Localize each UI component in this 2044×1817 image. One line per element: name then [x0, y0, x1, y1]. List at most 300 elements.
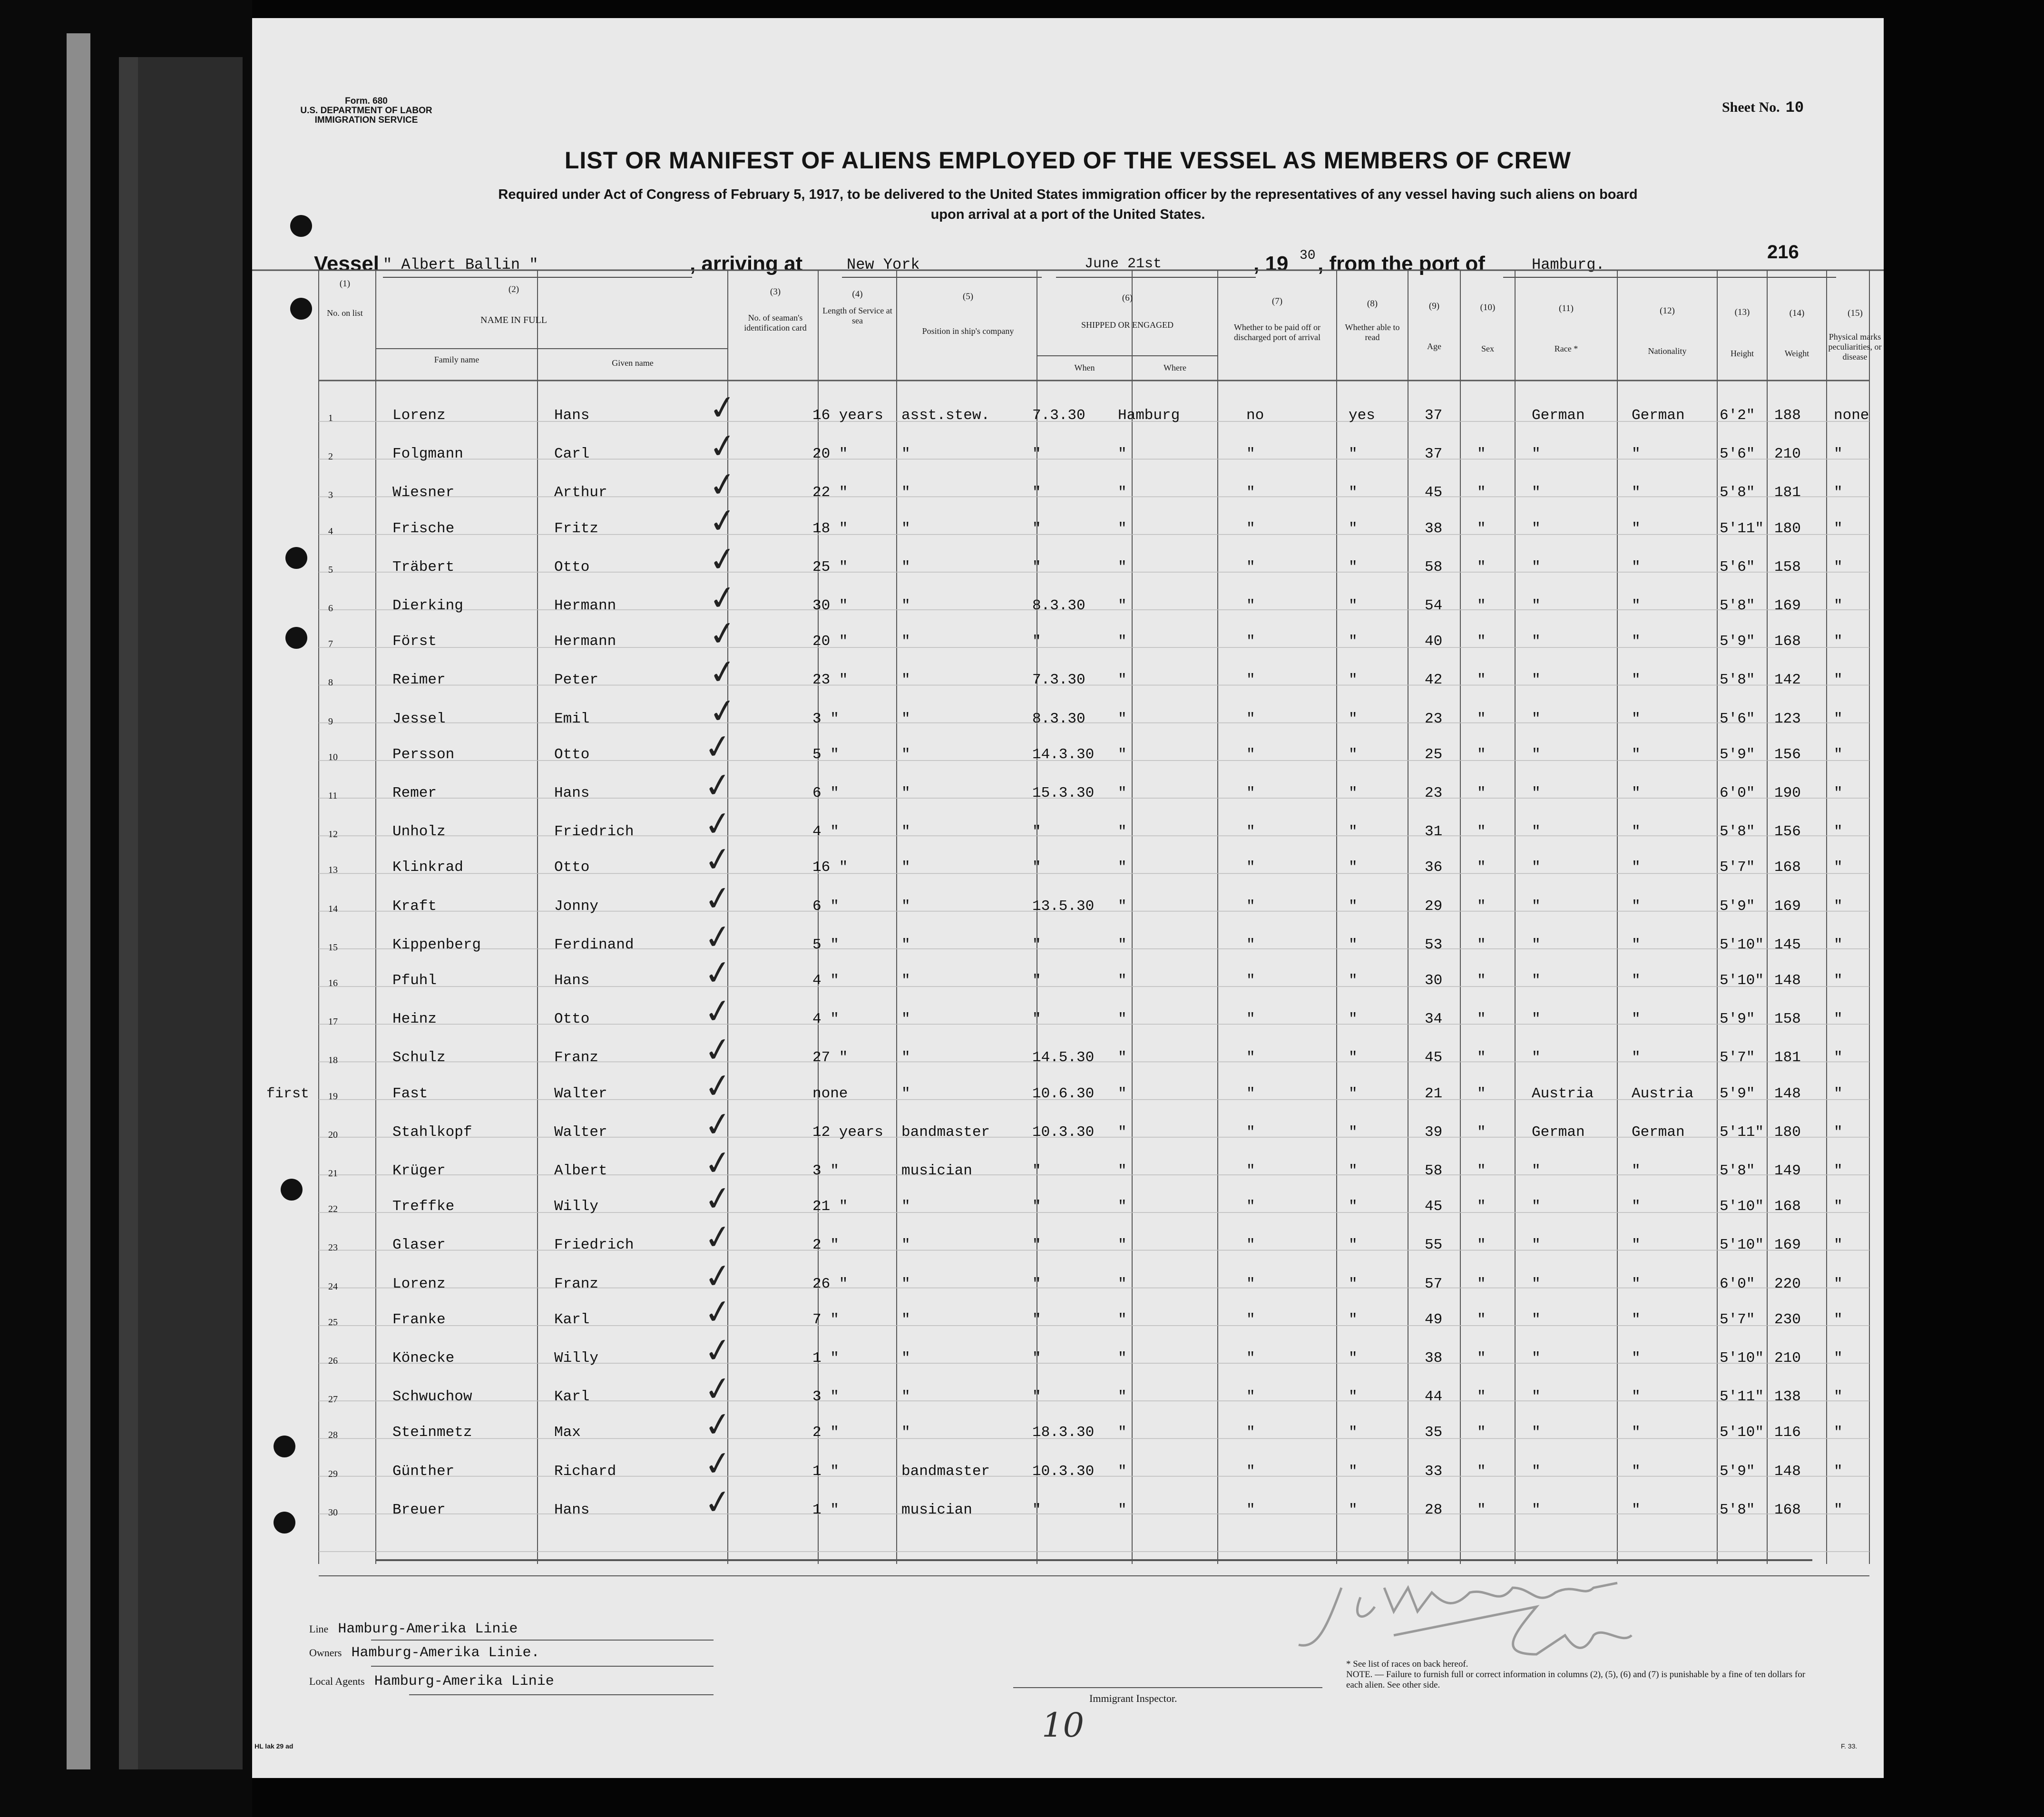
table-cell-sex: " [1477, 746, 1486, 763]
table-cell-where: " [1118, 1463, 1127, 1480]
table-cell-paid-off: " [1246, 1123, 1255, 1141]
table-cell-race: " [1532, 936, 1541, 953]
table-cell-weight: 148 [1774, 1463, 1801, 1480]
table-cell-height: 5'6" [1720, 710, 1755, 727]
table-cell-height: 5'8" [1720, 672, 1755, 689]
table-cell-number: 4 [328, 526, 333, 537]
table-cell-sex: " [1477, 1011, 1486, 1028]
table-cell-given-name: Otto [554, 1011, 590, 1028]
table-cell-marks: " [1834, 972, 1843, 989]
table-cell-family-name: Remer [392, 785, 437, 801]
table-cell-when: 7.3.30 [1032, 672, 1086, 689]
table-cell-paid-off: " [1246, 520, 1255, 537]
table-cell-position: " [901, 520, 910, 537]
table-cell-paid-off: " [1246, 597, 1255, 614]
departure-port: Hamburg. [1532, 256, 1605, 274]
column-number: (13) [1734, 307, 1750, 317]
table-cell-paid-off: " [1246, 823, 1255, 840]
column-header-weight: Weight [1784, 349, 1809, 358]
column-header-height: Height [1731, 349, 1754, 358]
table-cell-sex: " [1477, 1388, 1486, 1406]
table-cell-read: " [1349, 597, 1358, 614]
table-cell-service: 16 " [812, 859, 848, 876]
table-cell-marks: " [1834, 1198, 1843, 1215]
table-cell-weight: 169 [1774, 898, 1801, 915]
table-cell-height: 5'8" [1720, 1162, 1755, 1179]
table-cell-given-name: Franz [554, 1275, 599, 1292]
check-mark-icon: ✓ [701, 838, 735, 881]
table-cell-where: " [1118, 597, 1127, 614]
table-cell-service: 27 " [812, 1049, 848, 1066]
table-cell-age: 45 [1425, 1049, 1443, 1066]
column-number: (4) [852, 289, 863, 299]
table-cell-when: " [1032, 936, 1041, 953]
table-cell-number: 8 [328, 677, 333, 688]
check-mark-icon: ✓ [701, 877, 735, 920]
table-cell-nationality: German [1632, 1123, 1685, 1141]
column-header-name: NAME IN FULL [480, 315, 547, 325]
table-cell-marks: " [1834, 1162, 1843, 1179]
check-mark-icon: ✓ [701, 1142, 735, 1184]
table-cell-number: 24 [328, 1281, 338, 1292]
table-cell-read: " [1349, 520, 1358, 537]
table-cell-height: 5'8" [1720, 1501, 1755, 1518]
table-cell-sex: " [1477, 898, 1486, 915]
column-number: (7) [1271, 296, 1283, 306]
table-cell-when: " [1032, 633, 1041, 650]
table-cell-height: 5'11" [1720, 1388, 1764, 1406]
table-cell-service: 3 " [812, 710, 839, 727]
table-cell-number: 11 [328, 791, 338, 801]
table-cell-age: 38 [1425, 520, 1443, 537]
table-cell-height: 5'10" [1720, 936, 1764, 953]
table-cell-nationality: " [1632, 936, 1641, 953]
table-cell-where: " [1118, 785, 1127, 801]
table-cell-height: 5'10" [1720, 1237, 1764, 1254]
form-code-right: F. 33. [1841, 1742, 1858, 1750]
table-cell-read: " [1349, 972, 1358, 989]
table-cell-position: " [901, 1085, 910, 1102]
table-cell-number: 16 [328, 978, 338, 988]
table-cell-where: " [1118, 1237, 1127, 1254]
table-cell-service: 5 " [812, 746, 839, 763]
table-cell-height: 5'11" [1720, 1123, 1764, 1141]
table-cell-service: 5 " [812, 936, 839, 953]
column-header-race: Race * [1554, 344, 1578, 353]
table-cell-where: " [1118, 1162, 1127, 1179]
table-cell-age: 42 [1425, 672, 1443, 689]
check-mark-icon: ✓ [701, 1064, 735, 1107]
table-cell-nationality: " [1632, 1501, 1641, 1518]
table-cell-given-name: Willy [554, 1350, 599, 1367]
table-cell-paid-off: " [1246, 1162, 1255, 1179]
table-cell-family-name: Träbert [392, 558, 455, 576]
table-cell-sex: " [1477, 936, 1486, 953]
check-mark-icon: ✓ [701, 1403, 735, 1446]
table-cell-where: " [1118, 746, 1127, 763]
table-cell-height: 6'0" [1720, 1275, 1755, 1292]
table-cell-race: " [1532, 520, 1541, 537]
table-cell-sex: " [1477, 597, 1486, 614]
table-cell-family-name: Kraft [392, 898, 437, 915]
punch-hole [274, 1436, 295, 1457]
table-cell-where: " [1118, 1501, 1127, 1518]
arriving-label: , arriving at [690, 252, 803, 275]
table-cell-age: 57 [1425, 1275, 1443, 1292]
table-cell-weight: 148 [1774, 972, 1801, 989]
table-cell-sex: " [1477, 1049, 1486, 1066]
column-number: (8) [1367, 299, 1378, 309]
table-cell-race: " [1532, 1311, 1541, 1328]
table-cell-race: " [1532, 1198, 1541, 1215]
table-cell-paid-off: " [1246, 1424, 1255, 1441]
table-cell-marks: " [1834, 936, 1843, 953]
table-cell-given-name: Otto [554, 746, 590, 763]
table-cell-position: bandmaster [901, 1123, 990, 1141]
note-races: * See list of races on back hereof. [1346, 1659, 1468, 1669]
table-cell-nationality: " [1632, 597, 1641, 614]
table-cell-sex: " [1477, 1424, 1486, 1441]
table-cell-service: 23 " [812, 672, 848, 689]
check-mark-icon: ✓ [701, 1329, 735, 1372]
table-cell-age: 25 [1425, 746, 1443, 763]
table-cell-read: yes [1349, 407, 1375, 424]
table-cell-given-name: Ferdinand [554, 936, 634, 953]
table-cell-height: 5'8" [1720, 597, 1755, 614]
table-cell-service: 6 " [812, 785, 839, 801]
table-cell-when: 10.3.30 [1032, 1123, 1095, 1141]
table-cell-service: 16 years [812, 407, 883, 424]
table-cell-marks: " [1834, 1275, 1843, 1292]
table-cell-age: 45 [1425, 1198, 1443, 1215]
table-cell-read: " [1349, 1388, 1358, 1406]
table-cell-sex: " [1477, 633, 1486, 650]
check-mark-icon: ✓ [701, 1481, 735, 1524]
arrival-port: New York [847, 256, 920, 274]
check-mark-icon: ✓ [706, 386, 740, 429]
binder-edge [0, 0, 252, 1817]
table-cell-when: 14.3.30 [1032, 746, 1095, 763]
table-cell-nationality: " [1632, 446, 1641, 463]
table-cell-read: " [1349, 1424, 1358, 1441]
table-cell-race: " [1532, 484, 1541, 501]
table-cell-marks: " [1834, 1085, 1843, 1102]
table-cell-position: " [901, 446, 910, 463]
table-cell-number: 22 [328, 1204, 338, 1215]
table-cell-family-name: Treffke [392, 1198, 455, 1215]
table-cell-family-name: Glaser [392, 1237, 446, 1254]
table-cell-service: none [812, 1085, 848, 1102]
table-cell-height: 5'9" [1720, 1085, 1755, 1102]
table-cell-weight: 145 [1774, 936, 1801, 953]
table-cell-read: " [1349, 710, 1358, 727]
table-cell-paid-off: " [1246, 558, 1255, 576]
table-cell-weight: 210 [1774, 1350, 1801, 1367]
table-cell-age: 31 [1425, 823, 1443, 840]
table-cell-number: 12 [328, 829, 338, 840]
stamp-number: 216 [1767, 242, 1799, 263]
table-cell-age: 36 [1425, 859, 1443, 876]
check-mark-icon: ✓ [701, 1254, 735, 1298]
table-cell-race: " [1532, 785, 1541, 801]
table-cell-service: 22 " [812, 484, 848, 501]
line-value: Hamburg-Amerika Linie [338, 1621, 518, 1637]
punch-hole [285, 547, 307, 569]
table-cell-nationality: " [1632, 558, 1641, 576]
from-label: , from the port of [1318, 252, 1485, 275]
table-cell-where: Hamburg [1118, 407, 1180, 424]
table-cell-sex: " [1477, 823, 1486, 840]
check-mark-icon: ✓ [701, 725, 735, 768]
table-cell-paid-off: " [1246, 1085, 1255, 1102]
table-cell-read: " [1349, 746, 1358, 763]
table-cell-when: " [1032, 1350, 1041, 1367]
table-cell-marks: " [1834, 1350, 1843, 1367]
table-cell-nationality: " [1632, 859, 1641, 876]
table-cell-when: " [1032, 1011, 1041, 1028]
table-cell-family-name: Könecke [392, 1350, 455, 1367]
table-cell-position: " [901, 936, 910, 953]
table-cell-family-name: Frische [392, 520, 455, 537]
table-cell-family-name: Krüger [392, 1162, 446, 1179]
table-cell-when: " [1032, 1501, 1041, 1518]
table-cell-age: 35 [1425, 1424, 1443, 1441]
check-mark-icon: ✓ [701, 951, 735, 994]
column-number: (5) [962, 292, 974, 302]
table-cell-where: " [1118, 1311, 1127, 1328]
table-cell-service: 1 " [812, 1350, 839, 1367]
table-cell-height: 5'9" [1720, 633, 1755, 650]
table-cell-read: " [1349, 1198, 1358, 1215]
table-cell-position: bandmaster [901, 1463, 990, 1480]
table-cell-paid-off: " [1246, 785, 1255, 801]
table-cell-age: 49 [1425, 1311, 1443, 1328]
table-cell-sex: " [1477, 558, 1486, 576]
table-cell-sex: " [1477, 1085, 1486, 1102]
table-cell-age: 53 [1425, 936, 1443, 953]
column-header-id-card: No. of seaman's identification card [744, 313, 807, 332]
table-cell-family-name: Lorenz [392, 407, 446, 424]
table-cell-read: " [1349, 484, 1358, 501]
check-mark-icon: ✓ [701, 802, 735, 845]
table-cell-height: 5'8" [1720, 484, 1755, 501]
table-cell-marks: " [1834, 785, 1843, 801]
table-cell-race: " [1532, 633, 1541, 650]
table-cell-given-name: Hans [554, 972, 590, 989]
table-cell-height: 5'6" [1720, 446, 1755, 463]
table-cell-read: " [1349, 1463, 1358, 1480]
check-mark-icon: ✓ [701, 1216, 735, 1259]
table-cell-where: " [1118, 520, 1127, 537]
table-cell-marks: " [1834, 597, 1843, 614]
table-cell-paid-off: no [1246, 407, 1264, 424]
manifest-sheet [252, 18, 1884, 1778]
table-cell-service: 6 " [812, 898, 839, 915]
table-cell-position: " [901, 1350, 910, 1367]
table-cell-read: " [1349, 672, 1358, 689]
table-cell-paid-off: " [1246, 710, 1255, 727]
table-cell-given-name: Hans [554, 407, 590, 424]
table-cell-family-name: Kippenberg [392, 936, 481, 953]
table-cell-nationality: " [1632, 672, 1641, 689]
table-cell-nationality: " [1632, 1237, 1641, 1254]
table-cell-read: " [1349, 1311, 1358, 1328]
column-number: (9) [1428, 301, 1440, 311]
note-text: NOTE. — Failure to furnish full or correct information in columns (2), (5), (6) and (7) is punishable by a fine of ten dollars for each alien. See other side. [1346, 1670, 1806, 1690]
table-cell-position: " [901, 597, 910, 614]
table-cell-paid-off: " [1246, 898, 1255, 915]
table-cell-age: 30 [1425, 972, 1443, 989]
table-cell-paid-off: " [1246, 1388, 1255, 1406]
table-cell-age: 37 [1425, 407, 1443, 424]
table-cell-read: " [1349, 1049, 1358, 1066]
table-cell-where: " [1118, 1198, 1127, 1215]
column-header-position: Position in ship's company [922, 326, 1014, 336]
table-cell-marks: " [1834, 1501, 1843, 1518]
table-cell-race: " [1532, 1237, 1541, 1254]
table-cell-number: 21 [328, 1168, 338, 1179]
table-cell-when: " [1032, 1198, 1041, 1215]
table-cell-position: " [901, 1424, 910, 1441]
table-cell-nationality: " [1632, 1011, 1641, 1028]
table-cell-read: " [1349, 1275, 1358, 1292]
table-cell-age: 58 [1425, 558, 1443, 576]
table-cell-where: " [1118, 936, 1127, 953]
inspector-signature [1299, 1583, 1632, 1654]
table-cell-age: 40 [1425, 633, 1443, 650]
table-cell-given-name: Max [554, 1424, 581, 1441]
table-cell-position: " [901, 672, 910, 689]
table-cell-read: " [1349, 1350, 1358, 1367]
table-cell-sex: " [1477, 785, 1486, 801]
table-cell-weight: 142 [1774, 672, 1801, 689]
table-cell-race: " [1532, 1049, 1541, 1066]
column-header-sex: Sex [1481, 344, 1494, 353]
table-cell-height: 5'9" [1720, 1011, 1755, 1028]
table-cell-height: 5'10" [1720, 1424, 1764, 1441]
table-cell-nationality: " [1632, 785, 1641, 801]
table-cell-marks: " [1834, 1049, 1843, 1066]
table-cell-position: " [901, 898, 910, 915]
footnotes [1346, 1659, 1822, 1690]
table-cell-family-name: Breuer [392, 1501, 446, 1518]
table-cell-marks: " [1834, 1237, 1843, 1254]
column-number: (12) [1660, 306, 1675, 316]
table-cell-service: 18 " [812, 520, 848, 537]
table-cell-age: 38 [1425, 1350, 1443, 1367]
owners-value: Hamburg-Amerika Linie. [351, 1645, 540, 1661]
form-number: Form. 680 [345, 96, 388, 106]
table-cell-given-name: Karl [554, 1388, 590, 1406]
table-cell-paid-off: " [1246, 1311, 1255, 1328]
table-cell-age: 54 [1425, 597, 1443, 614]
table-cell-paid-off: " [1246, 859, 1255, 876]
table-cell-where: " [1118, 1350, 1127, 1367]
table-cell-height: 5'8" [1720, 823, 1755, 840]
table-cell-number: 25 [328, 1317, 338, 1328]
table-cell-race: " [1532, 672, 1541, 689]
table-cell-paid-off: " [1246, 672, 1255, 689]
table-cell-race: " [1532, 558, 1541, 576]
column-number: (6) [1122, 293, 1133, 303]
check-mark-icon: ✓ [701, 1177, 735, 1220]
table-cell-family-name: Wiesner [392, 484, 455, 501]
check-mark-icon: ✓ [701, 916, 735, 958]
table-cell-race: " [1532, 1011, 1541, 1028]
table-cell-sex: " [1477, 1162, 1486, 1179]
table-cell-height: 5'10" [1720, 1198, 1764, 1215]
table-cell-race: " [1532, 1350, 1541, 1367]
column-number: (11) [1559, 303, 1574, 313]
sheet-number-label: Sheet No. [1722, 99, 1780, 115]
table-cell-when: 8.3.30 [1032, 710, 1086, 727]
check-mark-icon: ✓ [701, 764, 735, 807]
table-cell-marks: " [1834, 746, 1843, 763]
table-cell-age: 55 [1425, 1237, 1443, 1254]
table-cell-age: 23 [1425, 710, 1443, 727]
table-cell-nationality: " [1632, 1198, 1641, 1215]
table-cell-where: " [1118, 633, 1127, 650]
table-cell-read: " [1349, 936, 1358, 953]
table-cell-sex: " [1477, 1501, 1486, 1518]
table-cell-race: Austria [1532, 1085, 1594, 1102]
table-cell-family-name: Steinmetz [392, 1424, 472, 1441]
table-cell-marks: " [1834, 520, 1843, 537]
table-cell-sex: " [1477, 1350, 1486, 1367]
table-cell-race: German [1532, 1123, 1585, 1141]
table-cell-sex: " [1477, 972, 1486, 989]
table-cell-service: 20 " [812, 633, 848, 650]
table-cell-position: " [901, 484, 910, 501]
table-cell-position: " [901, 710, 910, 727]
table-cell-age: 33 [1425, 1463, 1443, 1480]
punch-hole [290, 298, 312, 320]
table-cell-sex: " [1477, 520, 1486, 537]
table-cell-when: " [1032, 520, 1041, 537]
table-cell-race: " [1532, 446, 1541, 463]
table-cell-position: " [901, 1011, 910, 1028]
table-cell-marks: none [1834, 407, 1869, 424]
table-cell-sex: " [1477, 1275, 1486, 1292]
table-cell-when: 7.3.30 [1032, 407, 1086, 424]
table-cell-read: " [1349, 823, 1358, 840]
owners-label: Owners [309, 1647, 342, 1659]
table-cell-position: " [901, 1049, 910, 1066]
table-cell-given-name: Jonny [554, 898, 599, 915]
table-cell-sex: " [1477, 1198, 1486, 1215]
table-cell-race: " [1532, 1501, 1541, 1518]
table-cell-given-name: Albert [554, 1162, 607, 1179]
table-cell-paid-off: " [1246, 1463, 1255, 1480]
table-cell-sex: " [1477, 446, 1486, 463]
table-cell-weight: 149 [1774, 1162, 1801, 1179]
table-cell-position: musician [901, 1501, 972, 1518]
table-cell-nationality: " [1632, 1463, 1641, 1480]
table-cell-where: " [1118, 484, 1127, 501]
column-number: (14) [1789, 308, 1805, 318]
table-cell-number: 19 [328, 1091, 338, 1102]
table-cell-marks: " [1834, 823, 1843, 840]
table-cell-marks: " [1834, 1011, 1843, 1028]
table-cell-when: " [1032, 859, 1041, 876]
table-cell-nationality: " [1632, 898, 1641, 915]
table-cell-where: " [1118, 710, 1127, 727]
binder-strip [67, 33, 90, 1769]
table-cell-when: " [1032, 1311, 1041, 1328]
table-cell-read: " [1349, 1501, 1358, 1518]
table-cell-number: 27 [328, 1394, 338, 1405]
table-cell-service: 2 " [812, 1237, 839, 1254]
